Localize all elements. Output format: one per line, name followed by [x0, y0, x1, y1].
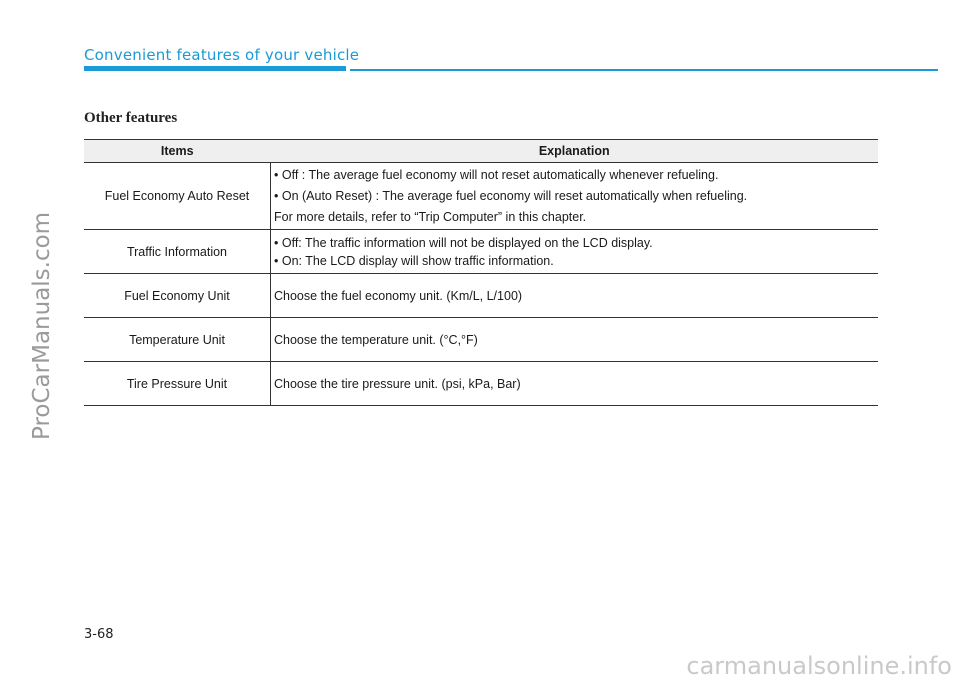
item-cell: Fuel Economy Auto Reset — [84, 163, 271, 230]
header-bar-thick — [84, 66, 346, 71]
features-table — [84, 139, 878, 406]
table-row — [84, 230, 878, 274]
explanation-cell — [271, 163, 879, 230]
side-watermark: ProCarManuals.com — [29, 211, 55, 440]
table-row — [84, 318, 878, 362]
explanation-cell — [271, 230, 879, 274]
explanation-line: • Off: The traffic information will not be displayed on the LCD display. — [274, 235, 653, 250]
item-cell: Fuel Economy Unit — [84, 274, 271, 318]
explanation-cell: Choose the tire pressure unit. (psi, kPa, Bar) — [271, 362, 879, 406]
explanation-cell: Choose the temperature unit. (°C,°F) — [271, 318, 879, 362]
explanation-line: • On: The LCD display will show traffic information. — [274, 253, 554, 268]
header-bar-thin — [350, 69, 938, 71]
column-header-items: Items — [84, 140, 271, 163]
explanation-line: • Off : The average fuel economy will not reset automatically whenever refueling. — [274, 167, 719, 182]
page-number: 3-68 — [84, 627, 114, 642]
item-cell: Tire Pressure Unit — [84, 362, 271, 406]
section-title: Other features — [84, 110, 178, 126]
table-row — [84, 163, 878, 230]
explanation-line: For more details, refer to “Trip Computer” in this chapter. — [274, 209, 587, 224]
bottom-watermark: carmanualsonline.info — [686, 652, 952, 680]
column-header-explanation: Explanation — [271, 140, 879, 163]
table-row — [84, 274, 878, 318]
item-cell: Temperature Unit — [84, 318, 271, 362]
chapter-header: Convenient features of your vehicle — [84, 46, 360, 64]
table-row — [84, 362, 878, 406]
explanation-line: • On (Auto Reset) : The average fuel economy will reset automatically when refueling. — [274, 188, 748, 203]
item-cell: Traffic Information — [84, 230, 271, 274]
table-header-row — [84, 140, 878, 163]
explanation-cell: Choose the fuel economy unit. (Km/L, L/100) — [271, 274, 879, 318]
